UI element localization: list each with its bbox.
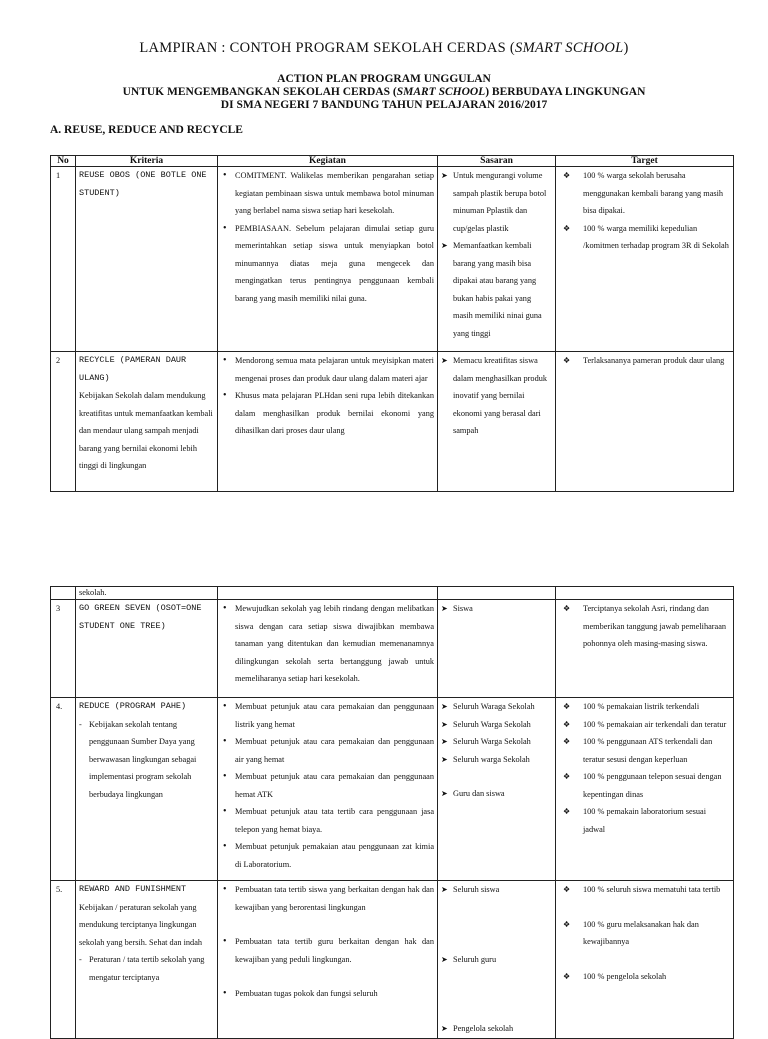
table-row [51,587,734,600]
list-item: ❖ 100 % guru melaksanakan hak dan kewajibannya [559,916,730,951]
row-kegiatan [218,698,438,881]
list-item: • Membuat petunjuk atau cara pemakaian dan penggunaan hemat ATK [221,768,434,803]
page-title [0,40,768,57]
row-target [556,167,734,352]
row-sasaran [438,698,556,881]
table-row [51,352,734,492]
list-item: ➤ Seluruh guru [441,951,552,969]
table-row [51,600,734,698]
list-item: ➤ Seluruh siswa [441,881,552,899]
list-item: • COMITMENT. Walikelas memberikan pengarahan setiap kegiatan pembinaan siswa untuk membawa botol minuman yang berlabel nama siswa setiap hari kesekolah. [221,167,434,220]
list-item: ❖ 100 % pengelola sekolah [559,968,730,986]
continuation-text: sekolah. [76,587,218,600]
action-plan-table-continued [50,586,734,1039]
list-item: ➤ Pengelola sekolah [441,1020,552,1038]
criteria-text: Kebijakan Sekolah dalam mendukung kreatifitas untuk memanfaatkan kembali dan mendaur ulang sampah menjadi barang yang bernilai ekonomi lebih tinggi di lingkungan [79,391,213,470]
list-item: ➤ Seluruh Waraga Sekolah [441,698,552,716]
row-sasaran [438,587,556,600]
list-item: • Pembuatan tata tertib siswa yang berkaitan dengan hak dan kewajiban yang berorentasi lingkungan [221,881,434,916]
criteria-title: RECYCLE (PAMERAN DAUR ULANG) [79,355,187,383]
subtitle-suffix: ) BERBUDAYA LINGKUNGAN [485,86,646,98]
list-item: ❖ 100 % pemakaian listrik terkendali [559,698,730,716]
list-item: • Khusus mata pelajaran PLHdan seni rupa lebih ditekankan dalam menghasilkan produk bernilai ekonomi yang dihasilkan dari proses daur ulang [221,387,434,440]
list-item: ➤ Memacu kreatifitas siswa dalam menghasilkan produk inovatif yang bernilai ekonomi yang berasal dari sampah [441,352,552,440]
action-plan-table [50,155,734,492]
row-criteria [76,698,218,881]
list-item: ❖ 100 % penggunaan ATS terkendali dan teratur sesusi dengan keperluan [559,733,730,768]
col-header-kegiatan: Kegiatan [218,156,438,167]
table-row [51,698,734,881]
list-item: ❖ 100 % pemakain laboratorium sesuai jadwal [559,803,730,838]
list-item: • Membuat petunjuk atau cara pemakaian dan penggunaan listrik yang hemat [221,698,434,733]
list-item: • Mendorong semua mata pelajaran untuk meyisipkan materi mengenai proses dan produk daur ulang dalam materi ajar [221,352,434,387]
col-header-kriteria: Kriteria [76,156,218,167]
list-item: ❖ 100 % pemakaian air terkendali dan teratur [559,716,730,734]
col-header-sasaran: Sasaran [438,156,556,167]
list-item: ➤ Seluruh Warga Sekolah [441,716,552,734]
list-item: ❖ 100 % penggunaan telepon sesuai dengan kepentingan dinas [559,768,730,803]
list-item: ➤ Guru dan siswa [441,785,552,803]
list-item: ➤ Seluruh Warga Sekolah [441,733,552,751]
col-header-target: Target [556,156,734,167]
list-item: • Membuat petunjuk atau tata tertib cara penggunaan jasa telepon yang hemat biaya. [221,803,434,838]
list-item: ❖ 100 % seluruh siswa mematuhi tata tertib [559,881,730,899]
list-item: ➤ Siswa [441,600,552,618]
section-heading: A. REUSE, REDUCE AND RECYCLE [50,124,243,136]
row-kegiatan [218,352,438,492]
row-no: 1 [51,167,76,352]
list-item: • PEMBIASAAN. Sebelum pelajaran dimulai setiap guru memerintahkan setiap siswa untuk menyiapkan botol minumannya diatas meja guna mengecek dan mengingatkan terus pentingnya penggunaan kembali barang yang masih memiliki nilai guna. [221,220,434,308]
row-no: 5. [51,881,76,1039]
list-item: • Pembuatan tugas pokok dan fungsi seluruh [221,985,434,1003]
row-kegiatan [218,587,438,600]
title-italic: SMART SCHOOL [515,40,624,56]
table-row [51,881,734,1039]
row-criteria [76,881,218,1039]
row-target [556,698,734,881]
row-no: 3 [51,600,76,698]
criteria-text: Kebijakan / peraturan sekolah yang mendukung terciptanya lingkungan sekolah yang bersih. Sehat dan indah [79,902,203,947]
list-item: ❖ Terlaksananya pameran produk daur ulang [559,352,730,370]
subtitle-italic: SMART SCHOOL [396,86,486,98]
subtitle-text: UNTUK MENGEMBANGKAN SEKOLAH CERDAS ( [122,86,397,98]
row-kegiatan [218,881,438,1039]
row-sasaran [438,167,556,352]
list-item: • Mewujudkan sekolah yag lebih rindang dengan melibatkan siswa dengan cara setiap siswa diwajibkan membawa tanaman yang ditentukan dan kemudian memenanamnya dilingkungan sekolah serta bertanggung jawab untuk memeliharanya setiap hari kesekolah. [221,600,434,688]
row-no [51,587,76,600]
row-target [556,881,734,1039]
plan-title: ACTION PLAN PROGRAM UNGGULAN [277,73,491,85]
title-text: LAMPIRAN : CONTOH PROGRAM SEKOLAH CERDAS ( [139,40,516,56]
row-criteria [76,600,218,698]
col-header-no: No [51,156,76,167]
school-line: DI SMA NEGERI 7 BANDUNG TAHUN PELAJARAN 2016/2017 [220,99,548,111]
list-item: • Membuat petunjuk atau cara pemakaian dan penggunaan air yang hemat [221,733,434,768]
row-no: 2 [51,352,76,492]
criteria-sub: - Peraturan / tata tertib sekolah yang mengatur terciptanya [79,951,214,986]
table-header-row [51,156,734,167]
criteria-title: REWARD AND FUNISHMENT [79,884,187,894]
row-no: 4. [51,698,76,881]
list-item: ➤ Seluruh warga Sekolah [441,751,552,769]
criteria-title: GO GREEN SEVEN (OSOT=ONE STUDENT ONE TREE) [79,603,202,631]
list-item: • Pembuatan tata tertib guru berkaitan dengan hak dan kewajiban yang peduli lingkungan. [221,933,434,968]
list-item: ➤ Memanfaatkan kembali barang yang masih bisa dipakai atau barang yang bukan habis pakai yang masih memiliki ninai guna yang tinggi [441,237,552,342]
row-sasaran [438,881,556,1039]
plan-subtitle [0,86,768,98]
row-kegiatan [218,167,438,352]
table-row [51,167,734,352]
row-target [556,352,734,492]
list-item: ❖ 100 % warga memiliki kepedulian /komitmen terhadap program 3R di Sekolah [559,220,730,255]
list-item: • Membuat petunjuk pemakaian atau penggunaan zat kimia di Laboratorium. [221,838,434,873]
row-criteria [76,352,218,492]
title-suffix: ) [623,40,629,56]
criteria-sub: - Kebijakan sekolah tentang penggunaan Sumber Daya yang berwawasan lingkungan sebagai implementasi program sekolah berbudaya lingkungan [79,716,214,804]
row-criteria [76,167,218,352]
list-item: ➤ Untuk mengurangi volume sampah plastik berupa botol minuman Pplastik dan cup/gelas plastik [441,167,552,237]
row-target [556,600,734,698]
row-kegiatan [218,600,438,698]
list-item: ❖ 100 % warga sekolah berusaha menggunakan kembali barang yang masih bisa dipakai. [559,167,730,220]
criteria-title: REUSE OBOS (ONE BOTLE ONE STUDENT) [79,170,207,198]
row-sasaran [438,352,556,492]
row-target [556,587,734,600]
list-item: ❖ Terciptanya sekolah Asri, rindang dan memberikan tanggung jawab pemeliharaan pohonnya oleh masing-masing siswa. [559,600,730,653]
row-sasaran [438,600,556,698]
criteria-title: REDUCE (PROGRAM PAHE) [79,701,187,711]
